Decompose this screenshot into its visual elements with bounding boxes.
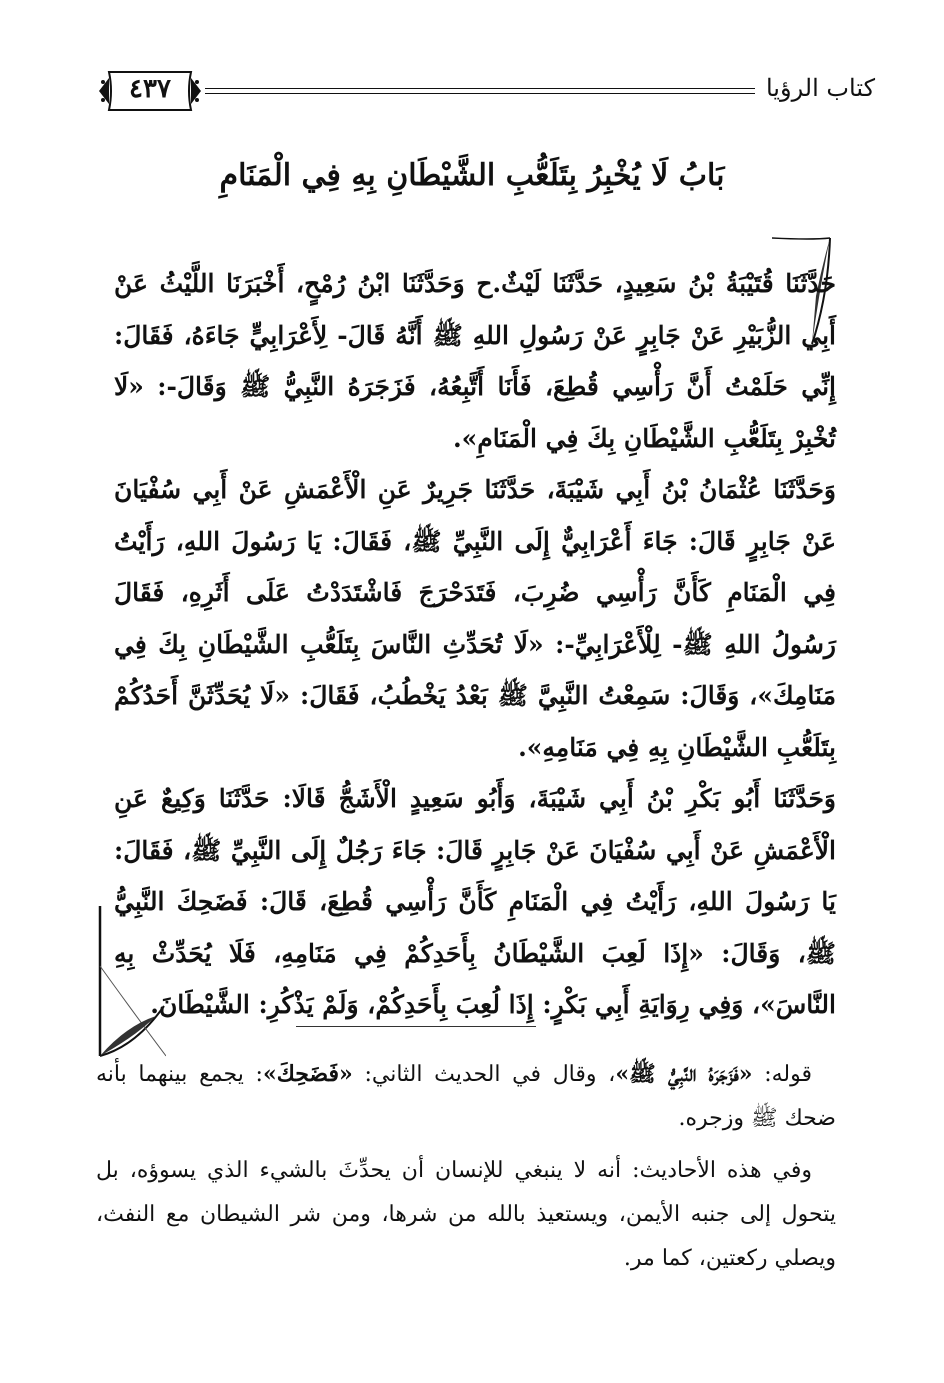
separator-rule — [296, 1026, 536, 1027]
hadith-section — [114, 258, 836, 1031]
commentary-quote-2: «فَضَحِكَ» — [262, 1061, 353, 1087]
hadith-2: وَحَدَّثَنَا عُثْمَانُ بْنُ أَبِي شَيْبَةَ، حَدَّثَنَا جَرِيرٌ عَنِ الْأَعْمَشِ عَنْ أَبِي سُفْيَانَ عَنْ جَابِرٍ قَالَ: جَاءَ أَعْرَابِيٌّ إِلَى النَّبِيِّ ﷺ، فَقَالَ: يَا رَسُولَ اللهِ، رَأَيْتُ فِي الْمَنَامِ كَأَنَّ رَأْسِي ضُرِبَ، فَتَدَحْرَجَ فَاشْتَدَدْتُ عَلَى أَثَرِهِ، فَقَالَ رَسُولُ اللهِ ﷺ- لِلْأَعْرَابِيِّ-: «لَا تُحَدِّثِ النَّاسَ بِتَلَعُّبِ الشَّيْطَانِ بِكَ فِي مَنَامِكَ»، وَقَالَ: سَمِعْتُ النَّبِيَّ ﷺ بَعْدُ يَخْطُبُ، فَقَالَ: «لَا يُحَدِّثَنَّ أَحَدُكُمْ بِتَلَعُّبِ الشَّيْطَانِ بِهِ فِي مَنَامِهِ». — [114, 475, 836, 762]
page-number-badge — [95, 68, 205, 114]
commentary-section — [96, 1052, 836, 1289]
commentary-middle: ، وقال في الحديث الثاني: — [352, 1062, 616, 1087]
book-title: كتاب الرؤيا — [765, 74, 875, 102]
header-rule — [205, 88, 755, 94]
hadith-3: وَحَدَّثَنَا أَبُو بَكْرِ بْنُ أَبِي شَيْبَةَ، وَأَبُو سَعِيدٍ الْأَشَجُّ قَالَا: حَدَّثَنَا وَكِيعٌ عَنِ الْأَعْمَشِ عَنْ أَبِي سُفْيَانَ عَنْ جَابِرٍ قَالَ: جَاءَ رَجُلٌ إِلَى النَّبِيِّ ﷺ، فَقَالَ: يَا رَسُولَ اللهِ، رَأَيْتُ فِي الْمَنَامِ كَأَنَّ رَأْسِي قُطِعَ، قَالَ: فَضَحِكَ النَّبِيُّ ﷺ، وَقَالَ: «إِذَا لَعِبَ الشَّيْطَانُ بِأَحَدِكُمْ فِي مَنَامِهِ، فَلَا يُحَدِّثْ بِهِ النَّاسَ»، وَفِي رِوَايَةِ أَبِي بَكْرٍ: إِذَا لُعِبَ بِأَحَدِكُمْ، وَلَمْ يَذْكُرِ: الشَّيْطَانَ. — [114, 784, 836, 1019]
commentary-paragraph-2: وفي هذه الأحاديث: أنه لا ينبغي للإنسان أن يحدِّثَ بالشيء الذي يسوؤه، بل يتحول إلى جنبه الأيمن، ويستعيذ بالله من شرها، ومن شر الشيطان مع النفث، ويصلي ركعتين، كما مر. — [96, 1158, 836, 1271]
commentary-paragraph-1 — [96, 1052, 836, 1141]
page-number: ٤٣٧ — [129, 74, 171, 104]
commentary-suffix: : يجمع بينهما بأنه ضحك ﷺ وزجره. — [96, 1062, 836, 1131]
chapter-title: بَابُ لَا يُخْبِرُ بِتَلَعُّبِ الشَّيْطَانِ بِهِ فِي الْمَنَامِ — [219, 158, 725, 193]
hadith-1: حَدَّثَنَا قُتَيْبَةُ بْنُ سَعِيدٍ، حَدَّثَنَا لَيْثٌ.ح وَحَدَّثَنَا ابْنُ رُمْحٍ، أَخْبَرَنَا اللَّيْثُ عَنْ أَبِي الزُّبَيْرِ عَنْ جَابِرٍ عَنْ رَسُولِ اللهِ ﷺ أَنَّهُ قَالَ- لِأَعْرَابِيٍّ جَاءَهُ، فَقَالَ: إِنِّي حَلَمْتُ أَنَّ رَأْسِي قُطِعَ، فَأَنَا أَتَّبِعُهُ، فَزَجَرَهُ النَّبِيُّ ﷺ وَقَالَ-: «لَا تُخْبِرْ بِتَلَعُّبِ الشَّيْطَانِ بِكَ فِي الْمَنَامِ». — [114, 269, 836, 453]
commentary-quote-1: «فَزَجَرَهُ النَّبِيُّ ﷺ» — [615, 1061, 753, 1087]
page-header — [95, 66, 875, 126]
commentary-prefix: قوله: — [752, 1062, 812, 1087]
